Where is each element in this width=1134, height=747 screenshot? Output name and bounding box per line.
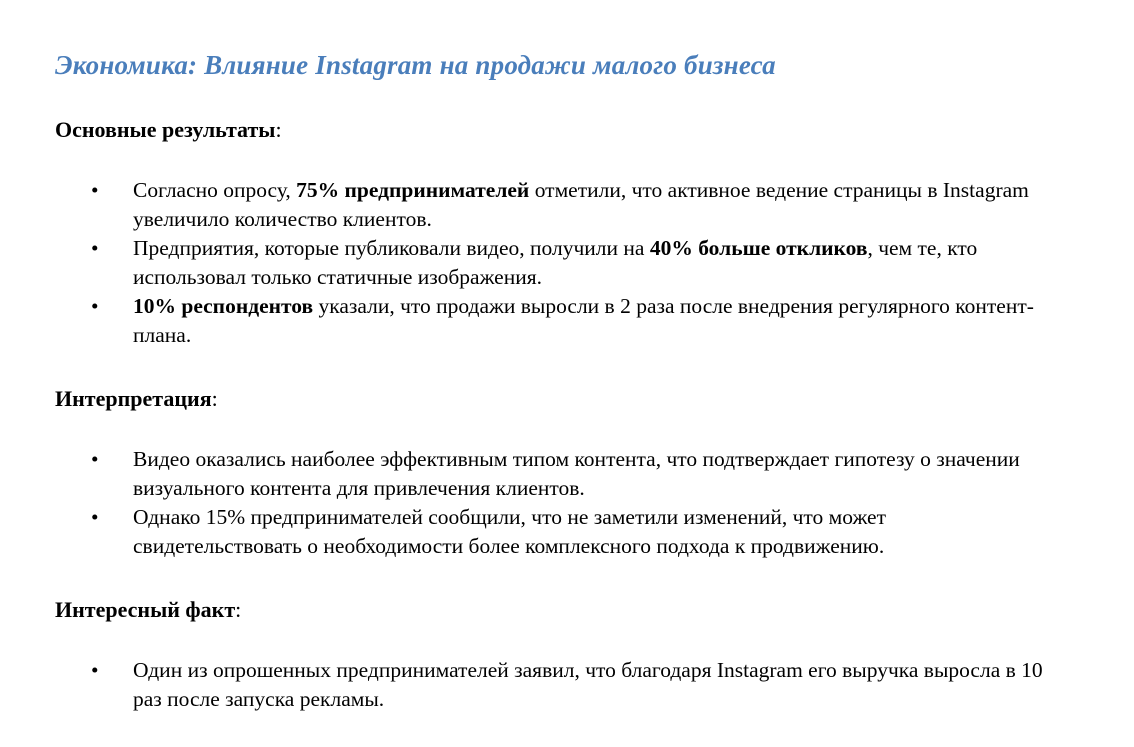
bullet-text: указали, что продажи выросли в 2 раза после внедрения регулярного контент-плана. [133, 294, 1034, 347]
results-bullet-list [55, 176, 1064, 350]
section-heading-results-text: Основные результаты [55, 117, 276, 142]
bullet-text: Видео оказались наиболее эффективным типом контента, что подтверждает гипотезу о значении визуального контента для привлечения клиентов. [133, 447, 1020, 500]
section-heading-fact-colon: : [235, 597, 242, 622]
bullet-text: , чем те, кто использовал только статичные изображения. [133, 236, 978, 289]
section-heading-interpretation [55, 384, 1064, 414]
bullet-bold-text: 40% больше откликов [649, 236, 868, 260]
bullet-text: Один из опрошенных предпринимателей заявил, что благодаря Instagram его выручка выросла в 10 раз после запуска рекламы. [133, 658, 1043, 711]
section-interpretation [55, 384, 1064, 561]
page-title: Экономика: Влияние Instagram на продажи малого бизнеса [55, 50, 776, 80]
section-interesting-fact [55, 595, 1064, 714]
bullet-text: Согласно опросу, [133, 178, 297, 202]
section-heading-results-colon: : [275, 117, 282, 142]
list-item [55, 234, 1060, 292]
section-heading-interpretation-colon: : [211, 386, 218, 411]
section-heading-results [55, 115, 1064, 145]
section-main-results [55, 115, 1064, 350]
bullet-text: Предприятия, которые публиковали видео, получили на [133, 236, 650, 260]
list-item [55, 176, 1060, 234]
bullet-text: Однако 15% предпринимателей сообщили, что не заметили изменений, что может свидетельствовать о необходимости более комплексного подхода к продвижению. [133, 505, 886, 558]
list-item [55, 445, 1060, 503]
bullet-text: отметили, что активное ведение страницы в Instagram увеличило количество клиентов. [133, 178, 1029, 231]
section-heading-fact-text: Интересный факт [55, 597, 236, 622]
section-heading-fact [55, 595, 1064, 625]
interpretation-bullet-list [55, 445, 1064, 561]
fact-bullet-list [55, 656, 1064, 714]
bullet-bold-text: 75% предпринимателей [296, 178, 530, 202]
section-heading-interpretation-text: Интерпретация [55, 386, 212, 411]
list-item [55, 656, 1060, 714]
list-item [55, 503, 1060, 561]
bullet-bold-text: 10% респондентов [133, 294, 314, 318]
list-item [55, 292, 1060, 350]
